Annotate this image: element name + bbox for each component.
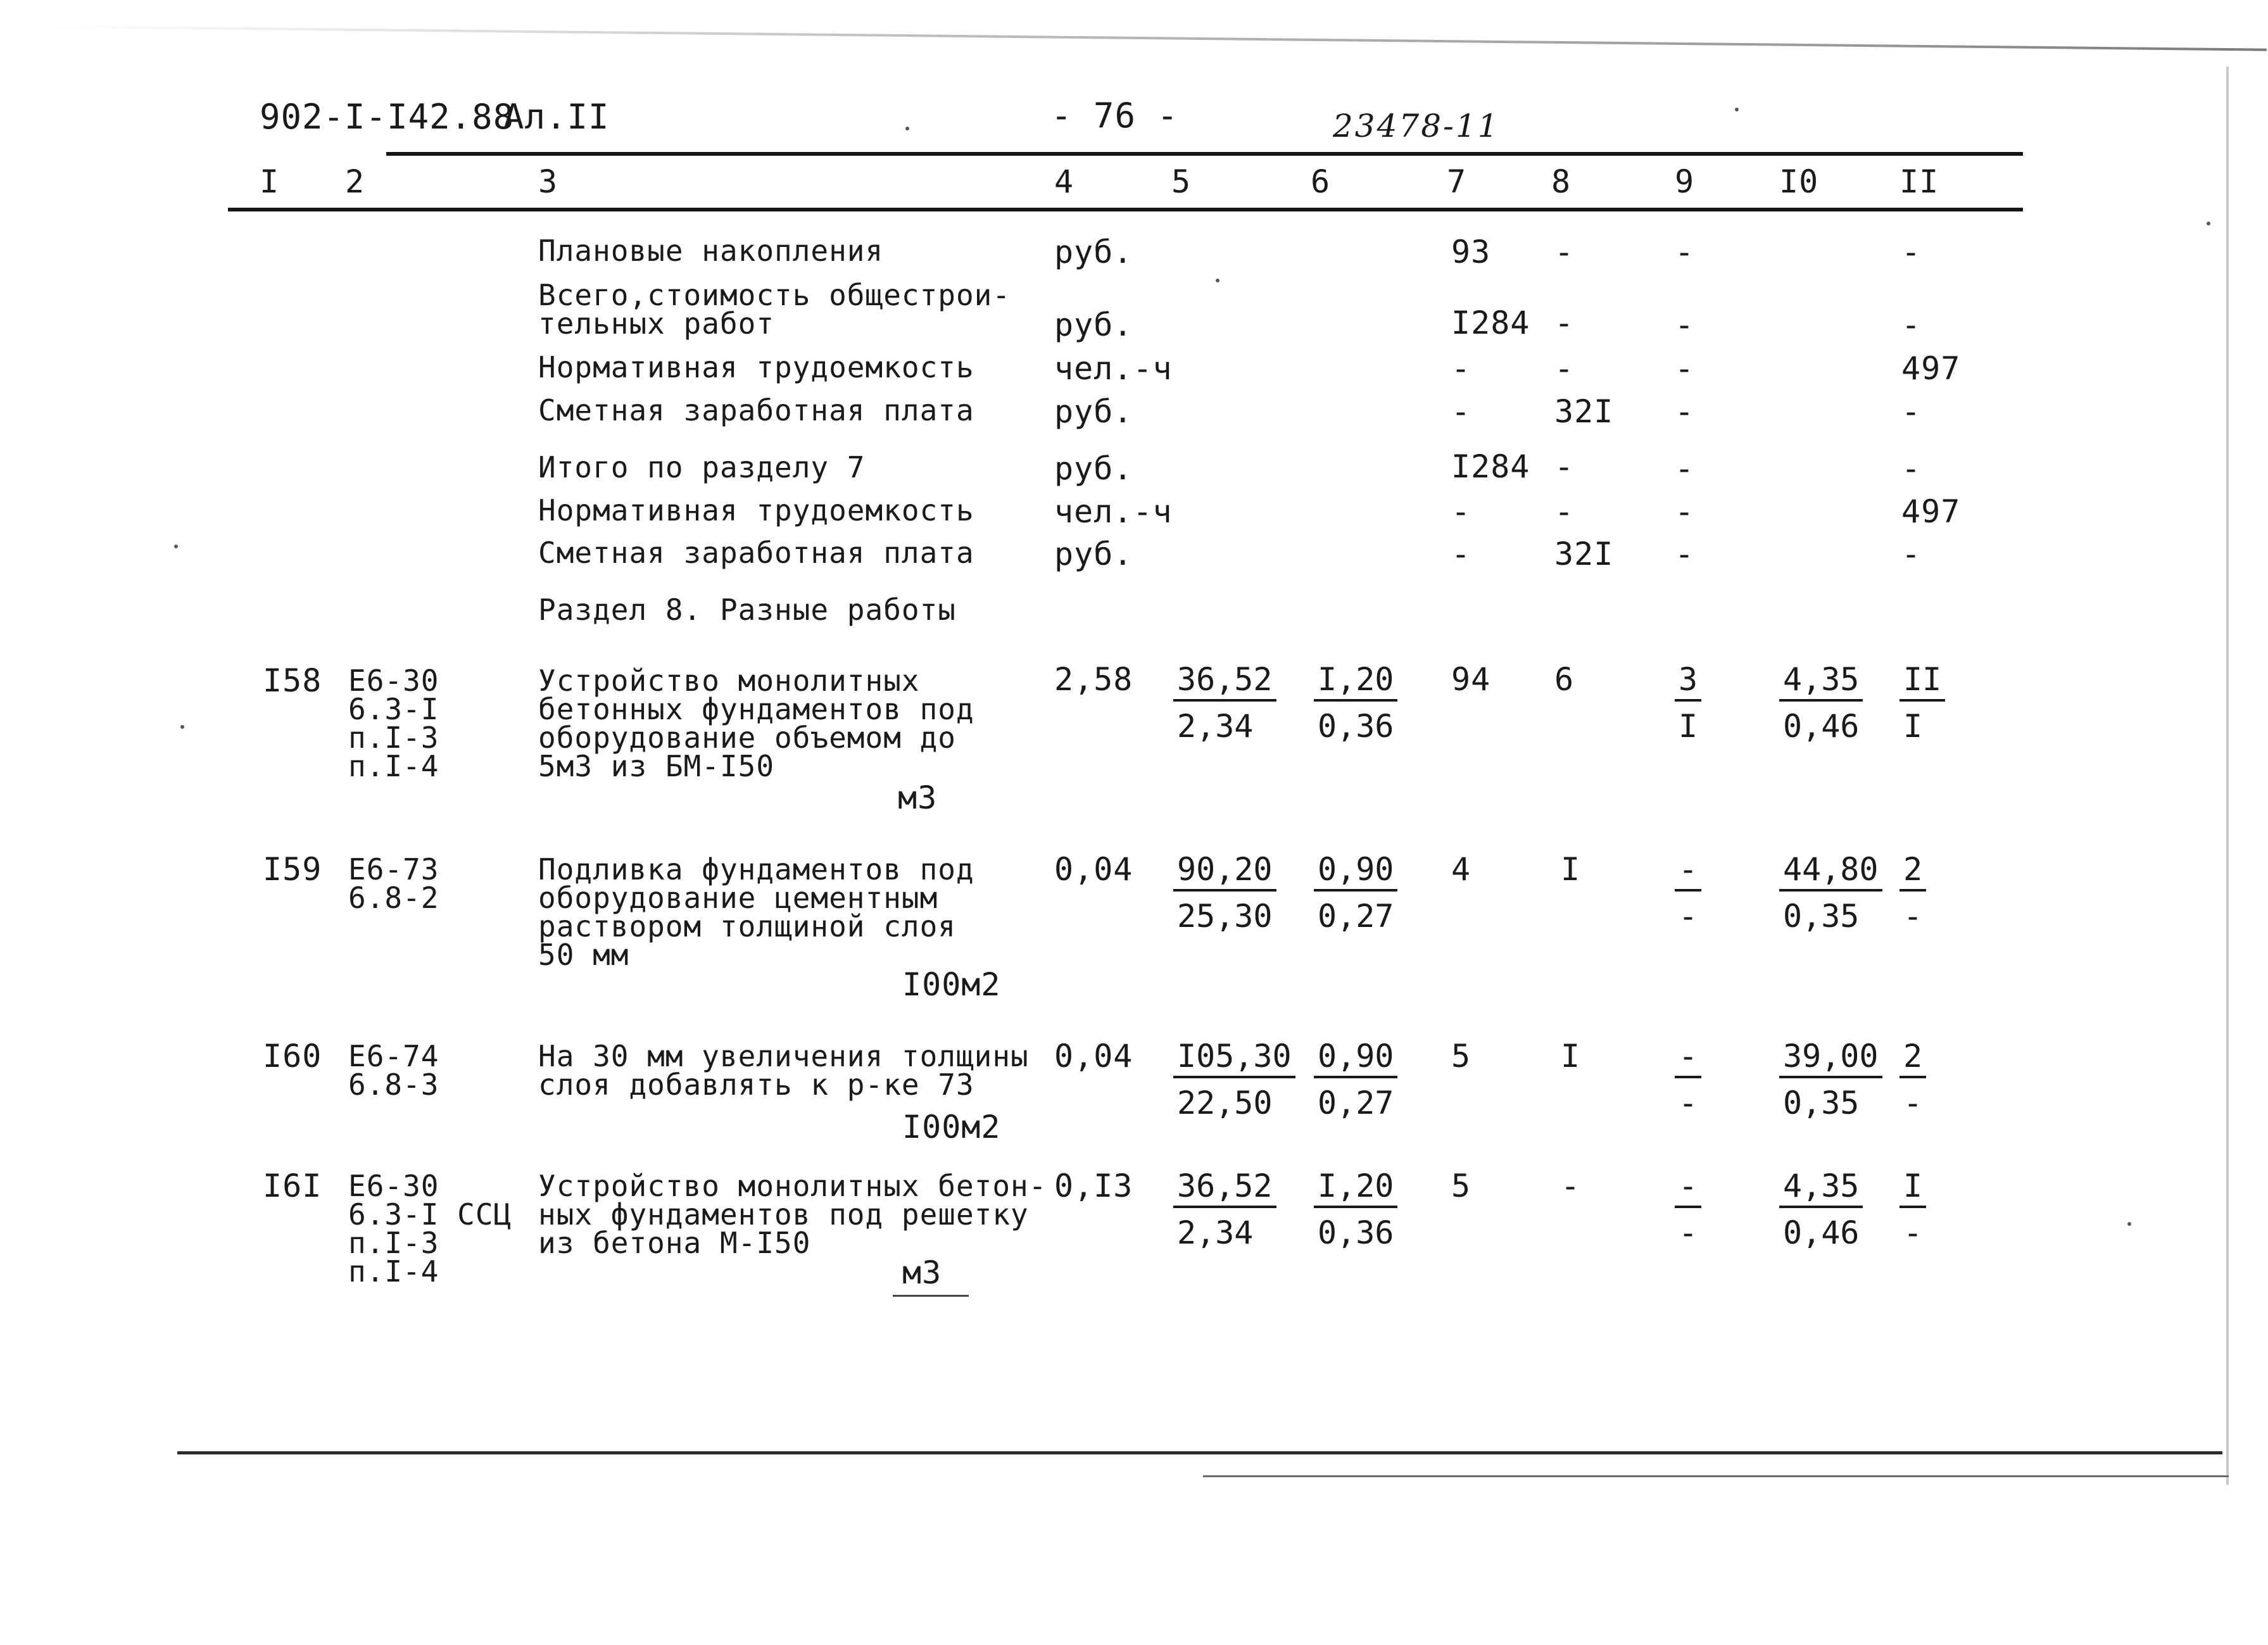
col-header-8: 8 [1551, 163, 1572, 200]
fraction-numerator: I [1899, 1170, 1926, 1208]
item-desc-line: оборудование объемом до [538, 721, 956, 755]
scan-speck [174, 545, 178, 548]
item-desc-line: ных фундаментов под решетку [538, 1197, 1029, 1232]
col-header-4: 4 [1054, 163, 1074, 200]
item-code-line: 6.3-I [348, 692, 439, 726]
item-code-line: Е6-74 [348, 1039, 439, 1073]
item-col10-fraction [1779, 1040, 1882, 1119]
item-quantity: 0,I3 [1054, 1168, 1133, 1204]
summary-unit: чел.-ч [1054, 493, 1173, 530]
summary-col8: 32I [1554, 393, 1614, 430]
fraction-denominator: 0,35 [1783, 1085, 1860, 1121]
item-col9-fraction [1675, 851, 1701, 935]
fraction-numerator: 0,90 [1314, 1040, 1397, 1078]
fraction-numerator: - [1675, 1170, 1701, 1208]
summary-col11: - [1901, 536, 1922, 572]
summary-col7: - [1451, 350, 1471, 387]
summary-col9: - [1675, 350, 1695, 387]
sheet-top-edge [51, 25, 2267, 51]
summary-unit: руб. [1054, 393, 1133, 430]
inventory-number: 23478-11 [1333, 108, 1500, 144]
item-code-line: п.I-4 [348, 1254, 439, 1289]
item-col7: 5 [1451, 1168, 1471, 1204]
fraction-denominator: I [1679, 708, 1698, 745]
item-measure-unit: I00м2 [902, 1109, 1001, 1145]
item-code-line: Е6-30 [348, 1169, 439, 1203]
header-rule-top [386, 152, 2023, 156]
item-code-line: п.I-3 [348, 1226, 439, 1260]
fraction-denominator: - [1903, 898, 1923, 935]
document-code: 902-I-I42.88 [260, 97, 515, 137]
col-header-5: 5 [1171, 163, 1192, 200]
fraction-numerator: - [1675, 1040, 1701, 1078]
summary-col9: - [1675, 306, 1695, 343]
col-header-1: I [260, 163, 280, 200]
fraction-numerator: 2 [1899, 854, 1926, 892]
summary-col8: - [1554, 493, 1575, 530]
fraction-numerator: 90,20 [1173, 854, 1276, 892]
item-quantity: 0,04 [1054, 851, 1133, 888]
item-col10-fraction [1779, 851, 1882, 935]
album-number: Ал.II [503, 97, 610, 137]
item-col9-fraction [1675, 1040, 1701, 1119]
fraction-numerator: 3 [1675, 664, 1701, 702]
item-col6-fraction [1314, 1170, 1397, 1249]
item-number: I6I [263, 1168, 322, 1204]
item-code-line: 6.3-I ССЦ [348, 1197, 512, 1232]
fraction-numerator: I05,30 [1173, 1040, 1295, 1078]
item-col11-fraction [1899, 1040, 1926, 1119]
summary-col9: - [1675, 493, 1695, 530]
item-col7: 4 [1451, 851, 1471, 888]
item-col5-fraction [1173, 1170, 1276, 1249]
summary-col8: 32I [1554, 536, 1614, 572]
item-col5-fraction [1173, 851, 1276, 935]
measure-underline [893, 1295, 969, 1297]
scan-speck [180, 725, 184, 729]
fraction-numerator: 44,80 [1779, 854, 1882, 892]
item-desc-line: из бетона М-I50 [538, 1226, 811, 1260]
scan-speck [905, 127, 909, 130]
item-col8: 6 [1554, 661, 1575, 698]
item-col11-fraction [1899, 661, 1945, 745]
fraction-denominator: 0,46 [1783, 708, 1860, 745]
fraction-numerator: 4,35 [1779, 664, 1863, 702]
summary-desc: Сметная заработная плата [538, 393, 974, 427]
item-desc-line: Устройство монолитных [538, 664, 920, 698]
col-header-9: 9 [1675, 163, 1695, 200]
item-col9-fraction [1675, 1170, 1701, 1249]
summary-unit: руб. [1054, 234, 1133, 270]
fraction-numerator: 36,52 [1173, 664, 1276, 702]
summary-col9: - [1675, 234, 1695, 270]
fraction-denominator: 0,27 [1318, 898, 1394, 935]
fraction-numerator: I,20 [1314, 664, 1397, 702]
col-header-3: 3 [538, 163, 558, 200]
summary-desc: Всего,стоимость общестрои- [538, 278, 1011, 312]
item-col9-fraction [1675, 661, 1701, 745]
summary-unit: руб. [1054, 450, 1133, 487]
item-measure-unit: I00м2 [902, 966, 1001, 1003]
item-measure-unit: м3 [902, 1254, 942, 1291]
summary-col11: - [1901, 450, 1922, 487]
fraction-denominator: 2,34 [1177, 708, 1254, 745]
item-desc-line: Устройство монолитных бетон- [538, 1169, 1047, 1203]
sheet-right-edge [2226, 66, 2229, 1485]
summary-col8: - [1554, 448, 1575, 485]
item-col6-fraction [1314, 851, 1397, 935]
summary-desc: Сметная заработная плата [538, 536, 974, 570]
fraction-denominator: 22,50 [1177, 1085, 1273, 1121]
summary-col11: - [1901, 234, 1922, 270]
summary-col7: 93 [1451, 234, 1491, 270]
summary-desc-continued: тельных работ [538, 306, 775, 341]
fraction-numerator: 36,52 [1173, 1170, 1276, 1208]
summary-col7: - [1451, 393, 1471, 430]
item-quantity: 2,58 [1054, 661, 1133, 698]
item-measure-unit: м3 [898, 779, 938, 816]
item-col8: I [1561, 1038, 1581, 1075]
col-header-11: II [1899, 163, 1939, 200]
summary-col11: 497 [1901, 493, 1961, 530]
fraction-denominator: I [1903, 708, 1923, 745]
fraction-numerator: 2 [1899, 1040, 1926, 1078]
summary-col7: I284 [1451, 305, 1530, 341]
summary-desc: Нормативная трудоемкость [538, 493, 974, 527]
fraction-numerator: - [1675, 854, 1701, 892]
fraction-numerator: 39,00 [1779, 1040, 1882, 1078]
scan-speck [2127, 1222, 2131, 1226]
item-code-line: п.I-3 [348, 721, 439, 755]
fraction-denominator: - [1903, 1214, 1923, 1251]
scan-speck [1735, 108, 1739, 111]
summary-col11: 497 [1901, 350, 1961, 387]
summary-col8: - [1554, 350, 1575, 387]
fraction-numerator: I,20 [1314, 1170, 1397, 1208]
summary-unit: руб. [1054, 536, 1133, 572]
item-col6-fraction [1314, 661, 1397, 745]
item-code-line: п.I-4 [348, 749, 439, 783]
item-col11-fraction [1899, 1170, 1926, 1249]
item-col7: 94 [1451, 661, 1491, 698]
item-desc-line: слоя добавлять к р-ке 73 [538, 1068, 974, 1102]
fraction-denominator: 0,27 [1318, 1085, 1394, 1121]
summary-col9: - [1675, 393, 1695, 430]
summary-col9: - [1675, 536, 1695, 572]
item-desc-line: 50 мм [538, 938, 629, 972]
item-desc-line: оборудование цементным [538, 881, 938, 915]
item-number: I60 [263, 1038, 322, 1075]
fraction-numerator: 4,35 [1779, 1170, 1863, 1208]
summary-unit: руб. [1054, 306, 1133, 343]
section-title: Раздел 8. Разные работы [538, 593, 956, 627]
summary-col8: - [1554, 305, 1575, 341]
col-header-2: 2 [345, 163, 365, 200]
col-header-7: 7 [1447, 163, 1467, 200]
item-code-line: Е6-30 [348, 664, 439, 698]
summary-col7: - [1451, 536, 1471, 572]
item-desc-line: На 30 мм увеличения толщины [538, 1039, 1029, 1073]
summary-col7: I284 [1451, 448, 1530, 485]
fraction-numerator: II [1899, 664, 1945, 702]
item-col10-fraction [1779, 661, 1863, 745]
item-desc-line: Подливка фундаментов под [538, 852, 974, 886]
item-code-line: Е6-73 [348, 852, 439, 886]
summary-desc: Итого по разделу 7 [538, 450, 866, 484]
item-desc-line: 5м3 из БМ-I50 [538, 749, 775, 783]
item-col7: 5 [1451, 1038, 1471, 1075]
col-header-6: 6 [1311, 163, 1331, 200]
item-desc-line: раствором толщиной слоя [538, 909, 956, 943]
fraction-denominator: - [1903, 1085, 1923, 1121]
page-bottom-rule [177, 1451, 2222, 1454]
item-col5-fraction [1173, 661, 1276, 745]
item-col8: I [1561, 851, 1581, 888]
summary-desc: Плановые накопления [538, 234, 884, 268]
page-bottom-rule-secondary [1203, 1475, 2229, 1477]
item-number: I59 [263, 851, 322, 888]
summary-col8: - [1554, 234, 1575, 270]
fraction-denominator: 0,36 [1318, 708, 1394, 745]
fraction-denominator: - [1679, 1085, 1698, 1121]
fraction-denominator: 0,46 [1783, 1214, 1860, 1251]
item-desc-line: бетонных фундаментов под [538, 692, 974, 726]
item-col6-fraction [1314, 1040, 1397, 1119]
item-col5-fraction [1173, 1040, 1295, 1119]
col-header-10: I0 [1779, 163, 1819, 200]
fraction-numerator: 0,90 [1314, 854, 1397, 892]
fraction-denominator: - [1679, 898, 1698, 935]
summary-col7: - [1451, 493, 1471, 530]
item-col10-fraction [1779, 1170, 1863, 1249]
page-number: - 76 - [1051, 96, 1179, 136]
summary-unit: чел.-ч [1054, 350, 1173, 387]
scan-speck [2207, 222, 2210, 225]
summary-col11: - [1901, 393, 1922, 430]
item-number: I58 [263, 662, 322, 699]
fraction-denominator: 0,35 [1783, 898, 1860, 935]
summary-col11: - [1901, 306, 1922, 343]
scan-speck [1216, 279, 1219, 282]
item-code-line: 6.8-2 [348, 881, 439, 915]
fraction-denominator: - [1679, 1214, 1698, 1251]
fraction-denominator: 0,36 [1318, 1214, 1394, 1251]
header-rule-bottom [228, 208, 2023, 211]
fraction-denominator: 2,34 [1177, 1214, 1254, 1251]
summary-desc: Нормативная трудоемкость [538, 350, 974, 384]
item-quantity: 0,04 [1054, 1038, 1133, 1075]
item-code-line: 6.8-3 [348, 1068, 439, 1102]
item-col11-fraction [1899, 851, 1926, 935]
fraction-denominator: 25,30 [1177, 898, 1273, 935]
summary-col9: - [1675, 450, 1695, 487]
item-col8: - [1561, 1168, 1581, 1204]
